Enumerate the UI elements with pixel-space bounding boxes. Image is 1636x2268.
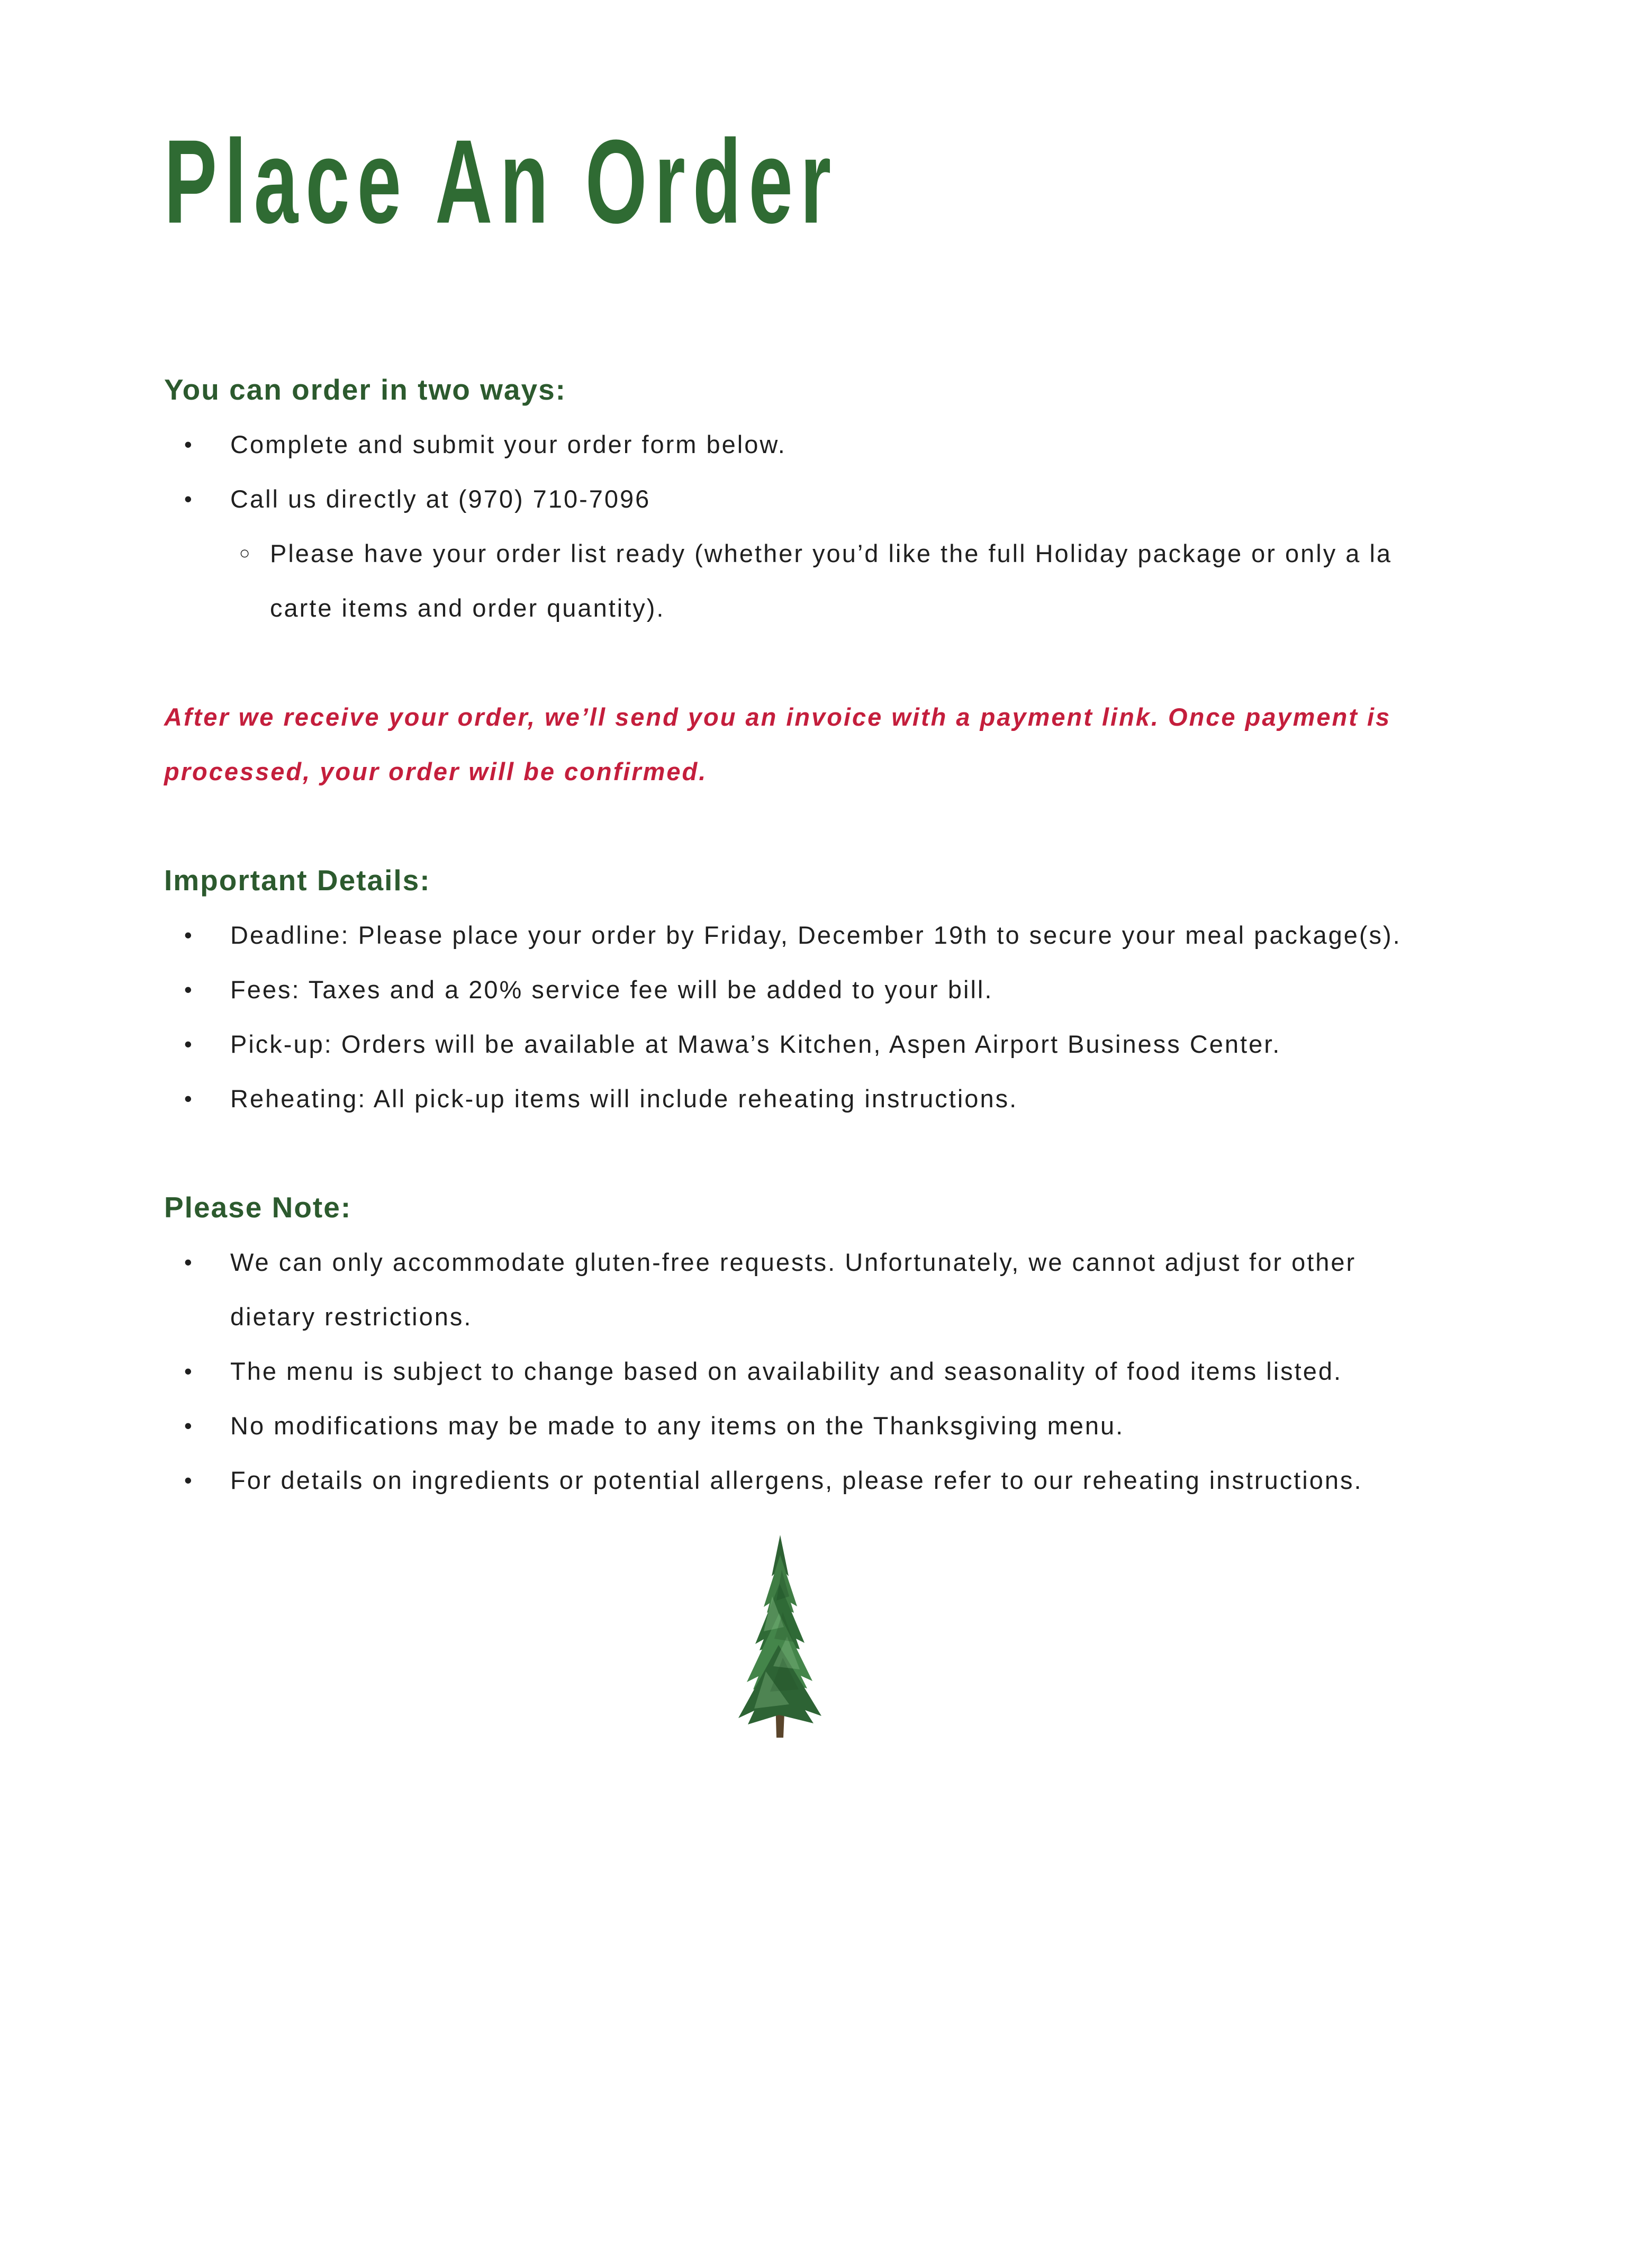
bullet-icon: • xyxy=(184,977,194,1002)
list-item-no-modifications xyxy=(164,1398,1461,1453)
list-item-text: Deadline: Please place your order by Friday, December 19th to secure your meal package(s). xyxy=(230,921,1402,949)
payment-notice: After we receive your order, we’ll send you an invoice with a payment link. Once payment is processed, your order will be confirmed. xyxy=(164,703,1391,785)
bullet-icon: • xyxy=(184,1359,194,1384)
list-item-text: Pick-up: Orders will be available at Mawa’s Kitchen, Aspen Airport Business Center. xyxy=(230,1030,1281,1058)
pine-tree-icon xyxy=(719,1533,841,1739)
list-item-text: Reheating: All pick-up items will include reheating instructions. xyxy=(230,1085,1018,1113)
list-item-gluten-free xyxy=(164,1235,1461,1344)
list-item-order-list-ready xyxy=(164,526,1461,635)
bullet-icon: • xyxy=(184,923,194,947)
section-heading-order-ways: You can order in two ways: xyxy=(164,373,566,406)
bullet-icon: • xyxy=(184,1086,194,1111)
list-item-text: Complete and submit your order form below. xyxy=(230,430,787,458)
section-heading-important-details: Important Details: xyxy=(164,864,431,897)
list-item-pickup xyxy=(164,1017,1461,1071)
list-item-reheating xyxy=(164,1071,1461,1126)
list-item-text: We can only accommodate gluten-free requests. Unfortunately, we cannot adjust for other dietary restrictions. xyxy=(230,1248,1357,1331)
list-item-text: No modifications may be made to any items on the Thanksgiving menu. xyxy=(230,1412,1125,1440)
page-title-text: Place An Order xyxy=(164,114,839,248)
bullet-icon: • xyxy=(184,1413,194,1438)
list-item-menu-change xyxy=(164,1344,1461,1398)
please-note-list xyxy=(164,1235,1461,1507)
list-item-call-us xyxy=(164,472,1461,526)
bullet-icon: • xyxy=(184,1250,194,1275)
bullet-icon: • xyxy=(184,486,194,511)
list-item-fees xyxy=(164,962,1461,1017)
list-item-text: Call us directly at (970) 710-7096 xyxy=(230,485,651,513)
list-item-text: Fees: Taxes and a 20% service fee will be added to your bill. xyxy=(230,975,993,1004)
bullet-icon: • xyxy=(184,1032,194,1056)
circle-bullet-icon: ○ xyxy=(239,543,252,563)
section-heading-please-note: Please Note: xyxy=(164,1191,352,1224)
list-item-text: Please have your order list ready (whether you’d like the full Holiday package or only a la carte items and order quantity). xyxy=(270,539,1393,622)
important-details-list xyxy=(164,908,1461,1126)
bullet-icon: • xyxy=(184,432,194,457)
order-info-page xyxy=(0,114,1636,2268)
list-item-order-form xyxy=(164,417,1461,472)
order-ways-list xyxy=(164,417,1461,635)
list-item-deadline xyxy=(164,908,1461,962)
pine-tree-illustration xyxy=(164,1533,1461,1742)
list-item-text: The menu is subject to change based on availability and seasonality of food items listed. xyxy=(230,1357,1343,1385)
list-item-text: For details on ingredients or potential allergens, please refer to our reheating instructions. xyxy=(230,1466,1363,1494)
bullet-icon: • xyxy=(184,1468,194,1493)
list-item-allergens xyxy=(164,1453,1461,1507)
page-title xyxy=(164,114,1461,248)
